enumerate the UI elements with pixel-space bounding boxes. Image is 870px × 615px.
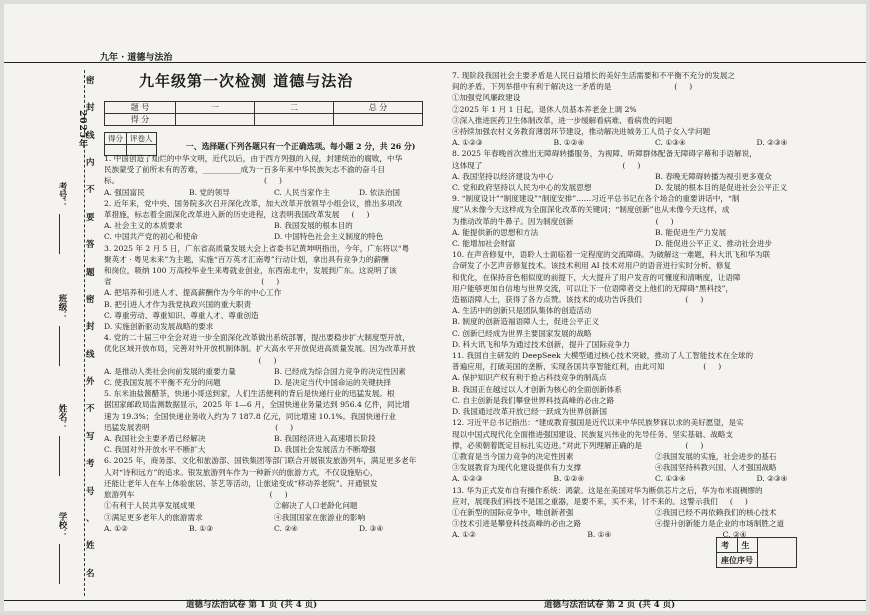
question-text-line: 度”从未像今天这样成为全面深化改革的关键词；“制度创新”也从未像今天这样，成 xyxy=(452,205,730,215)
question-text-line: 普遍应用，打破美国的垄断，实现各国共享智能红利，由此可知 ( ) xyxy=(452,362,722,372)
question-text-line: 应对，展现我们科技不是国之重器，是要不来，买不来，讨不来的。这警示我们 ( ) xyxy=(452,496,748,506)
answer-option: A. ①② xyxy=(452,530,476,540)
option-row xyxy=(452,384,858,395)
seal-char: 名 xyxy=(86,568,95,579)
question-text-line: 13. 华为正式发布自有操作系统：鸿蒙。这是在美国对华为断供芯片之后，华为布米雨稠缪的 xyxy=(452,485,763,495)
answer-option: A. 保护知识产权有利于抢占科技竞争的制高点 xyxy=(452,373,607,383)
school-line xyxy=(59,544,60,584)
answer-option: D. 是决定当代中国命运的关键抉择 xyxy=(274,378,391,388)
school-label: 学校： xyxy=(57,512,67,538)
answer-option: B. 能促进生产力发展 xyxy=(655,227,727,237)
option-row xyxy=(452,518,858,529)
question-text-line: 民族蒙受了前所未有的苦难，__________成为一百多年来中华民族矢志不渝的奋斗目 xyxy=(104,165,385,175)
option-row xyxy=(104,310,444,321)
question-text-line: 合研发了小艺声音修复技术。该技术利用 AI 技术对用户的语音进行实时分析、修复 xyxy=(452,261,732,271)
left-column xyxy=(104,153,444,534)
question-left_questions-3 xyxy=(104,332,444,388)
option-row xyxy=(452,372,858,383)
answer-option: D. 科大讯飞和华为通过技术创新，提升了国际竞争力 xyxy=(452,339,630,349)
option-row xyxy=(452,182,858,193)
answer-option: A. 我国社会主要矛盾已经解决 xyxy=(104,434,206,444)
question-text-line: 撑，必须朝着既定目标扎实迈进。”对此下列理解正确的是 ( ) xyxy=(452,440,704,450)
answer-option: B. 我国经济进入高速增长阶段 xyxy=(274,434,376,444)
seat-label-c: 座位序号 xyxy=(717,553,758,568)
option-row xyxy=(104,366,444,377)
option-row xyxy=(104,321,444,332)
question-text-line: 5. 东米油盐酱醋茶，快递小哥送到家，人们生活便利的背后是快递行业的迅猛发展。根 xyxy=(104,389,395,399)
answer-option: ③发展教育为现代化建设提供有力支撑 xyxy=(452,463,582,473)
question-text-line: 间的矛盾。下列举措中有利于解决这一矛盾的是 ( ) xyxy=(452,82,693,92)
grade-subject-header: 九年 · 道德与法治 xyxy=(100,53,173,63)
answer-option: A. ①②③ xyxy=(452,138,483,148)
answer-option: D. 我国通过改革开放已经一跃成为世界创新国 xyxy=(452,407,607,417)
seat-number-box xyxy=(716,537,797,568)
score-header-3: 二 xyxy=(255,102,334,114)
seal-char: 线 xyxy=(86,349,95,360)
year-vertical: 2025年 xyxy=(77,110,87,150)
answer-option: C. 中国共产党的初心和使命 xyxy=(104,232,198,242)
question-text-line: 为推动改革的牛鼻子。因为制度创新 ( ) xyxy=(452,216,674,226)
exam-number-line xyxy=(59,214,60,254)
option-row xyxy=(452,462,858,473)
answer-option: C. ①③④ xyxy=(655,138,686,148)
seat-label-b: 生 xyxy=(737,538,758,553)
answer-option: C. 我国对外开放水平不断扩大 xyxy=(104,445,206,455)
class-label: 班级： xyxy=(57,294,67,320)
score-header-2: 一 xyxy=(176,102,255,114)
question-text-line: 速为 19.3%；全国快递业务收入约为 7 187.8 亿元，同比增速 10.1%。我国快递行业 xyxy=(104,411,396,421)
answer-option: A. 我国坚持以经济建设为中心 xyxy=(452,171,554,181)
question-right_questions-5 xyxy=(452,417,858,484)
answer-option: B. 我国正在越过以人才创新为核心的全面创新体系 xyxy=(452,384,622,394)
seal-char: 内 xyxy=(86,158,95,169)
option-row xyxy=(104,231,444,242)
answer-option: B. ①②④ xyxy=(553,138,585,148)
question-text-line: 和优化，在保持音色相似度的前提下，大大提升了用户发音的可懂度和清晰度，让语障 xyxy=(452,272,741,282)
answer-option: D. 能促进公平正义、推动社会进步 xyxy=(655,239,772,249)
exam-sheet xyxy=(4,4,866,611)
seal-char: 密 xyxy=(86,294,95,305)
question-text-line: ②2025 年 1 月 1 日起，退休人员基本养老金上调 2% xyxy=(452,104,637,114)
option-row xyxy=(452,507,858,518)
class-line xyxy=(59,326,60,366)
seal-char: 号 xyxy=(86,486,95,497)
option-row xyxy=(452,406,858,417)
answer-option: ②我国已经不再依赖我们的核心技术 xyxy=(655,507,777,517)
answer-option: B. 我国发展的根本目的 xyxy=(274,221,353,231)
answer-option: ④提升创新能力是企业的市场制胜之道 xyxy=(655,519,785,529)
option-row xyxy=(104,523,444,534)
question-text-line: 9. “制度设计”“制度建设”“制度安排”……习近平总书记在各个场合的重要讲话中，“制 xyxy=(452,194,740,204)
name-line xyxy=(59,436,60,476)
question-text-line: 12. 习近平总书记指出：“建成教育强国是近代以来中华民族梦寐以求的美好愿望，是实 xyxy=(452,418,744,428)
top-rule xyxy=(4,62,866,63)
seal-char: 封 xyxy=(86,322,95,333)
question-text-line: 11. 我国自主研发的 DeepSeek 大模型通过核心技术突破，推动了人工智能技术在全球的 xyxy=(452,351,754,361)
answer-option: D. 依法治国 xyxy=(359,187,401,197)
right-column xyxy=(452,70,858,541)
seal-char: 外 xyxy=(86,377,95,388)
exam-number-label: 考号： xyxy=(57,182,67,208)
answer-option: B. 制度的创新造福语障人士，促进公平正义 xyxy=(452,317,600,327)
seal-char: 封 xyxy=(86,103,95,114)
question-text-line: ①加强党风廉政建设 xyxy=(452,93,521,103)
question-text-line: 这体现了 ( ) xyxy=(452,160,641,170)
seal-char: 不 xyxy=(86,404,95,415)
bottom-rule xyxy=(4,600,866,601)
footer-page-2: 道德与法治试卷 第 2 页 (共 4 页) xyxy=(544,600,676,610)
answer-option: A. 把培养和引进人才、提高薪酬作为今年的中心工作 xyxy=(104,288,282,298)
option-row xyxy=(104,433,444,444)
section-title: 一、选择题(下列各题只有一个正确选项。每小题 2 分，共 26 分) xyxy=(186,142,416,151)
seal-char: 、 xyxy=(86,513,95,524)
answer-option: A. 是推动人类社会向前发展的重要力量 xyxy=(104,366,236,376)
answer-option: D. ③④ xyxy=(359,523,384,533)
question-left_questions-0 xyxy=(104,153,444,198)
question-text-line: 1. 中国创造了灿烂的中华文明，近代以后，由于西方列强的入侵，封建统治的腐败，中华 xyxy=(104,154,403,163)
option-row xyxy=(104,187,444,198)
option-row xyxy=(452,305,858,316)
option-row xyxy=(104,299,444,310)
answer-option: C. 党和政府坚持以人民为中心的发展思想 xyxy=(452,183,592,193)
question-right_questions-0 xyxy=(452,70,858,148)
seal-char: 要 xyxy=(86,212,95,223)
seal-char: 写 xyxy=(86,431,95,442)
seal-char: 考 xyxy=(86,459,95,470)
score-row-label: 得 分 xyxy=(105,114,176,126)
option-row xyxy=(104,500,444,511)
option-row xyxy=(452,171,858,182)
answer-option: C. 人民当家作主 xyxy=(274,187,330,197)
question-right_questions-1 xyxy=(452,148,858,193)
answer-option: B. 已经成为综合国力竞争的决定性因素 xyxy=(274,366,406,376)
seal-char: 线 xyxy=(86,130,95,141)
question-left_questions-5 xyxy=(104,455,444,533)
question-text-line: 还能让老年人在车上体验旅居、茶艺等活动，让旅途变成“移动养老院”。开通银发 xyxy=(104,478,378,488)
option-row xyxy=(104,444,444,455)
answer-option: ③满足更多老年人的旅游需求 xyxy=(104,512,203,522)
answer-option: C. 自主创新是我们攀登世界科技高峰的必由之路 xyxy=(452,395,615,405)
option-row xyxy=(452,316,858,327)
answer-option: C. ②④ xyxy=(274,523,298,533)
option-row xyxy=(452,451,858,462)
option-row xyxy=(104,287,444,298)
answer-option: D. 实施创新驱动发展战略的要求 xyxy=(104,322,214,332)
answer-option: D. 我国社会发展活力不断增强 xyxy=(274,445,376,455)
question-text-line: 聚英才 · 粤见未来”为主题，实施“百万英才汇南粤”行动计划，拿出具有竞争力的薪酬 xyxy=(104,254,389,264)
question-right_questions-3 xyxy=(452,249,858,350)
answer-option: B. ①②④ xyxy=(553,474,585,484)
question-text-line: ③深入推进医药卫生体制改革，进一步缓解看病难、看病贵的问题 xyxy=(452,115,673,125)
seal-char: 题 xyxy=(86,267,95,278)
answer-option: B. ①③ xyxy=(189,523,214,533)
question-left_questions-2 xyxy=(104,243,444,333)
option-row xyxy=(452,227,858,238)
question-text-line: 据国家邮政局监测数据显示，2025 年 1—6 月，全国快递业务量达到 956.4 亿件，同比增 xyxy=(104,400,410,410)
answer-option: A. 强国富民 xyxy=(104,187,145,197)
score-table xyxy=(104,101,423,126)
option-row xyxy=(104,220,444,231)
question-left_questions-1 xyxy=(104,198,444,243)
answer-option: D. 中国特色社会主义制度的特色 xyxy=(274,232,384,242)
option-row xyxy=(452,473,858,484)
answer-option: C. ②④ xyxy=(722,530,747,540)
question-text-line: 旅游列车 ( ) xyxy=(104,490,288,500)
answer-option: B. 党的领导 xyxy=(189,187,230,197)
question-text-line: 用户能够更加自信地与世界交流，可以让下一位语障者交上他们的无障碍“黑科技”， xyxy=(452,283,734,293)
question-text-line: 迅猛发展表明 ( ) xyxy=(104,422,294,432)
exam-title: 九年级第一次检测 道德与法治 xyxy=(139,72,354,90)
score-cell[interactable] xyxy=(255,114,334,126)
question-right_questions-6 xyxy=(452,485,858,541)
question-text-line: 标。 ( ) xyxy=(104,176,283,186)
answer-option: B. 把引进人才作为我党执政兴国的重大职责 xyxy=(104,299,252,309)
question-text-line: 7. 现阶段我国社会主要矛盾是人民日益增长的美好生活需要和不平衡不充分的发展之 xyxy=(452,71,736,80)
option-row xyxy=(104,377,444,388)
answer-option: ①在新型的国际竞争中，唯创新者强 xyxy=(452,507,574,517)
answer-option: ①教育是当今国力竞争的决定性因素 xyxy=(452,451,574,461)
answer-option: D. 发展的根本目的是促进社会公平正义 xyxy=(655,183,788,193)
seal-char: 不 xyxy=(86,185,95,196)
answer-option: A. 社会主义的本质要求 xyxy=(104,221,183,231)
question-text-line: 革措施，标志着全面深化改革进入新的历史进程，这表明我国改革发展 ( ) xyxy=(104,210,370,220)
question-text-line: 优化区域开放布局，完善对外开放机制体制。扩大高水平开放促进高质量发展。因为改革开放 xyxy=(104,344,416,354)
question-text-line: 2. 近年来，党中央、国务院多次召开深化改革，加大改革开放领导小组会议，推出多项改 xyxy=(104,198,403,208)
seat-label-a: 考 xyxy=(717,538,738,553)
option-row xyxy=(452,395,858,406)
answer-option: A. 能提供新的思想和方法 xyxy=(452,227,539,237)
answer-option: C. 创新已经成为世界主要国家发展的战略 xyxy=(452,328,592,338)
score-cell[interactable] xyxy=(176,114,255,126)
answer-option: B. 春晚无障碍转播为视引更多观众 xyxy=(655,171,772,181)
question-text-line: ( ) xyxy=(104,355,277,365)
answer-option: B. ①④ xyxy=(587,530,612,540)
option-row xyxy=(452,328,858,339)
question-right_questions-2 xyxy=(452,193,858,249)
seal-char: 密 xyxy=(86,76,95,86)
answer-option: ④我国坚持科教兴国、人才强国战略 xyxy=(655,463,777,473)
answer-option: C. 能增加社会财富 xyxy=(452,239,516,249)
answer-option: A. ①② xyxy=(104,523,128,533)
score-cell[interactable] xyxy=(334,114,423,126)
answer-option: C. 使我国发展不平衡不充分的问题 xyxy=(104,378,221,388)
answer-option: ③技术引进是攀登科技高峰的必由之路 xyxy=(452,519,582,529)
question-text-line: ④持续加强农村义务教育薄弱环节建设，推动解决进城务工人员子女入学问题 xyxy=(452,127,711,137)
answer-option: D. ②③④ xyxy=(756,474,788,484)
binding-margin xyxy=(4,64,96,594)
score-header-1: 题 号 xyxy=(105,102,176,114)
question-text-line: 4. 党的二十届三中全会对进一步全面深化改革做出系统部署，提出要稳步扩大制度型开放， xyxy=(104,333,410,343)
answer-option: C. ①③④ xyxy=(655,474,686,484)
seal-char: 答 xyxy=(86,240,95,251)
question-text-line: 3. 2025 年 2 月 5 日，广东省高质量发展大会上省委书记黄坤明指出，今年，广东将以“粤 xyxy=(104,243,410,253)
option-row xyxy=(452,339,858,350)
question-right_questions-4 xyxy=(452,350,858,417)
option-row xyxy=(452,238,858,249)
footer-page-1: 道德与法治试卷 第 1 页 (共 4 页) xyxy=(186,600,318,610)
question-text-line: 省 ( ) xyxy=(104,277,280,287)
question-text-line: 人对“诗和远方”的追求。银发旅游列车作为一种新兴的旅游方式，不仅设施贴心， xyxy=(104,467,378,477)
answer-option: C. 尊重劳动、尊重知识、尊重人才、尊重创造 xyxy=(104,310,259,320)
option-row xyxy=(452,137,858,148)
question-text-line: 和岗位，吸纳 100 万高校毕业生来粤就业创业，东西南北中，发展到广东。这说明了该 xyxy=(104,266,397,276)
answer-option: A. ①②③ xyxy=(452,474,483,484)
question-text-line: 现以中国式现代化全面推进强国建设、民族复兴伟业的先导任务、坚实基础、战略支 xyxy=(452,429,733,439)
name-label: 姓名： xyxy=(57,404,67,430)
seal-char: 姓 xyxy=(86,541,95,552)
score-header-4: 总 分 xyxy=(334,102,423,114)
question-left_questions-4 xyxy=(104,388,444,455)
answer-option: ②解决了人口老龄化问题 xyxy=(274,501,358,511)
grader-name-label: 评卷人 xyxy=(127,133,157,145)
question-text-line: 造福语障人士，获得了各方点赞。该技术的成功告诉我们 ( ) xyxy=(452,295,704,305)
answer-option: A. 生活中的创新只是团队集体的创造活动 xyxy=(452,306,592,316)
answer-option: D. ②③④ xyxy=(756,138,788,148)
option-row xyxy=(104,512,444,523)
seal-dashed-line xyxy=(84,70,85,596)
option-row xyxy=(452,529,858,540)
answer-option: ①有利于人民共享发展成果 xyxy=(104,501,196,511)
seat-number-cell[interactable] xyxy=(758,538,797,568)
grader-score-label: 得分 xyxy=(105,133,127,145)
answer-option: ②我国发展的实施，社会进步的基石 xyxy=(655,451,777,461)
question-text-line: 10. 在声音修复中，语聆人士面临着一定程度的交流障碍。为破解这一难题，科大讯飞和华为联 xyxy=(452,250,771,260)
question-text-line: 8. 2025 年春晚首次推出无障碍转播服务，为视障、听障群体配备无障碍字幕和手语解说， xyxy=(452,149,757,159)
answer-option: ④我国国家在旅游业的影响 xyxy=(274,512,366,522)
question-text-line: 6. 2025 年，商务部、文化和旅游部、国铁集团等部门联合开展银发旅游列车，满足更多老年 xyxy=(104,456,417,466)
